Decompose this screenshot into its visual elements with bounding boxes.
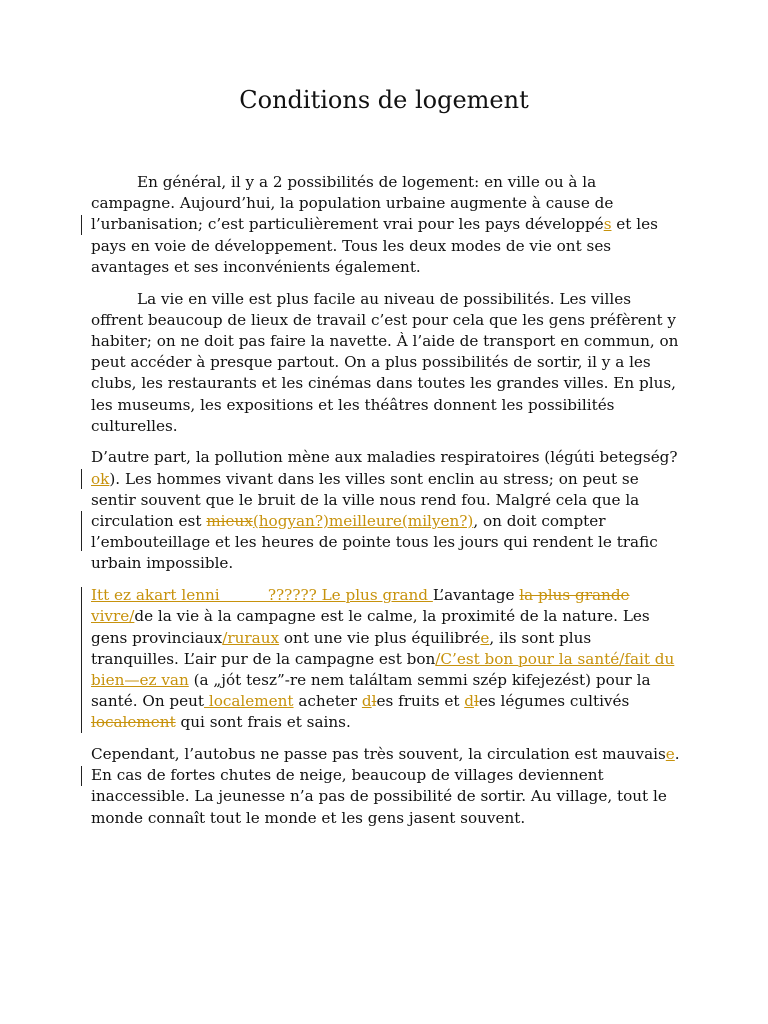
p3-text-c: , on doit compter l’embouteillage et les heures de pointe tous les jours qui rendent le trafic urbain impossible. xyxy=(91,512,658,573)
p4-text-c: ont une vie plus équilibré xyxy=(279,628,481,647)
p3-text-b: ). Les hommes vivant dans les villes sont enclin au stress; on peut se sentir souvent que le bruit de la ville nous rend fou. Malgré cela que la circulation est xyxy=(91,469,640,531)
p4-text-d: , ils sont plus tranquilles. L’air pur de la campagne est bon xyxy=(91,628,592,668)
paragraph-3 xyxy=(91,447,681,574)
change-bar xyxy=(81,469,82,489)
paragraph-5 xyxy=(91,744,681,829)
p4-deletion-2: l xyxy=(371,692,377,711)
p3-insertion-2: (hogyan?)meilleure(milyen?) xyxy=(252,512,474,531)
p1-text-a: En général, il y a 2 possibilités de logement: en ville ou à la campagne. Aujourd’hui, la population urbaine augmente à cause de l’urbanisation; c’est particulièrement vrai pour les pays développé xyxy=(91,173,614,234)
paragraph-1 xyxy=(91,172,681,278)
paragraph-2 xyxy=(91,289,681,437)
p4-deletion-3: l xyxy=(474,692,479,711)
p4-text-i: qui sont frais et sains. xyxy=(175,713,351,732)
p4-insertion-2: vivre/ xyxy=(91,607,135,626)
p4-insertion-1: Itt ez akart lenni ?????? Le plus grand xyxy=(91,586,433,605)
document-title: Conditions de logement xyxy=(239,86,529,114)
p4-insertion-8: d xyxy=(464,692,474,711)
p4-insertion-6: localement xyxy=(204,692,294,711)
p5-insertion-1: e xyxy=(665,745,675,764)
p1-text-b: et les pays en voie de développement. Tous les deux modes de vie ont ses avantages et ses inconvénients également. xyxy=(91,215,658,276)
change-bar xyxy=(81,766,82,786)
change-bar xyxy=(81,511,82,551)
p3-insertion-1: ok xyxy=(91,469,110,488)
change-bar xyxy=(81,587,82,733)
p4-text-a: L’avantage xyxy=(432,586,520,605)
p4-deletion-1: la plus grande xyxy=(519,586,630,605)
paragraph-4 xyxy=(91,585,681,733)
p2-text: La vie en ville est plus facile au niveau de possibilités. Les villes offrent beaucoup de lieux de travail c’est pour cela que les gens préfèrent y habiter; on ne doit pas faire la navette. À l’aide de transport en commun, on peut accéder à presque partout. On a plus possibilités de sortir, il y a les clubs, les restaurants et les cinémas dans toutes les grandes villes. En plus, les museums, les expositions et les théâtres donnent les possibilités culturelles. xyxy=(91,289,679,435)
p4-text-g: es fruits et xyxy=(376,692,465,711)
p3-text-a: D’autre part, la pollution mène aux maladies respiratoires (légúti betegség? xyxy=(91,448,678,467)
p4-deletion-4: localement xyxy=(91,713,176,732)
p4-insertion-5: /C’est bon pour la santé/fait du bien—ez van xyxy=(91,649,675,689)
p5-text-a: Cependant, l’autobus ne passe pas très souvent, la circulation est mauvais xyxy=(91,745,666,764)
p4-text-h: es légumes cultivés xyxy=(478,692,630,711)
p4-text-e: (a „jót tesz”-re nem találtam semmi szép kifejezést) pour la santé. On peut xyxy=(91,670,651,711)
change-bar xyxy=(81,215,82,235)
document-body xyxy=(91,172,681,839)
p3-deletion-1: mieux xyxy=(206,512,253,531)
p4-insertion-3: /ruraux xyxy=(222,628,280,647)
p4-text-b: de la vie à la campagne est le calme, la proximité de la nature. Les gens provinciaux xyxy=(91,607,650,647)
p1-insertion-1: s xyxy=(603,215,612,234)
p4-insertion-7: d xyxy=(361,692,372,711)
p4-text-f: acheter xyxy=(293,692,362,711)
p5-text-b: . En cas de fortes chutes de neige, beaucoup de villages deviennent inaccessible. La jeunesse n’a pas de possibilité de sortir. Au village, tout le monde connaît tout le monde et les gens jasent souvent. xyxy=(91,745,680,827)
p4-insertion-4: e xyxy=(480,628,490,647)
